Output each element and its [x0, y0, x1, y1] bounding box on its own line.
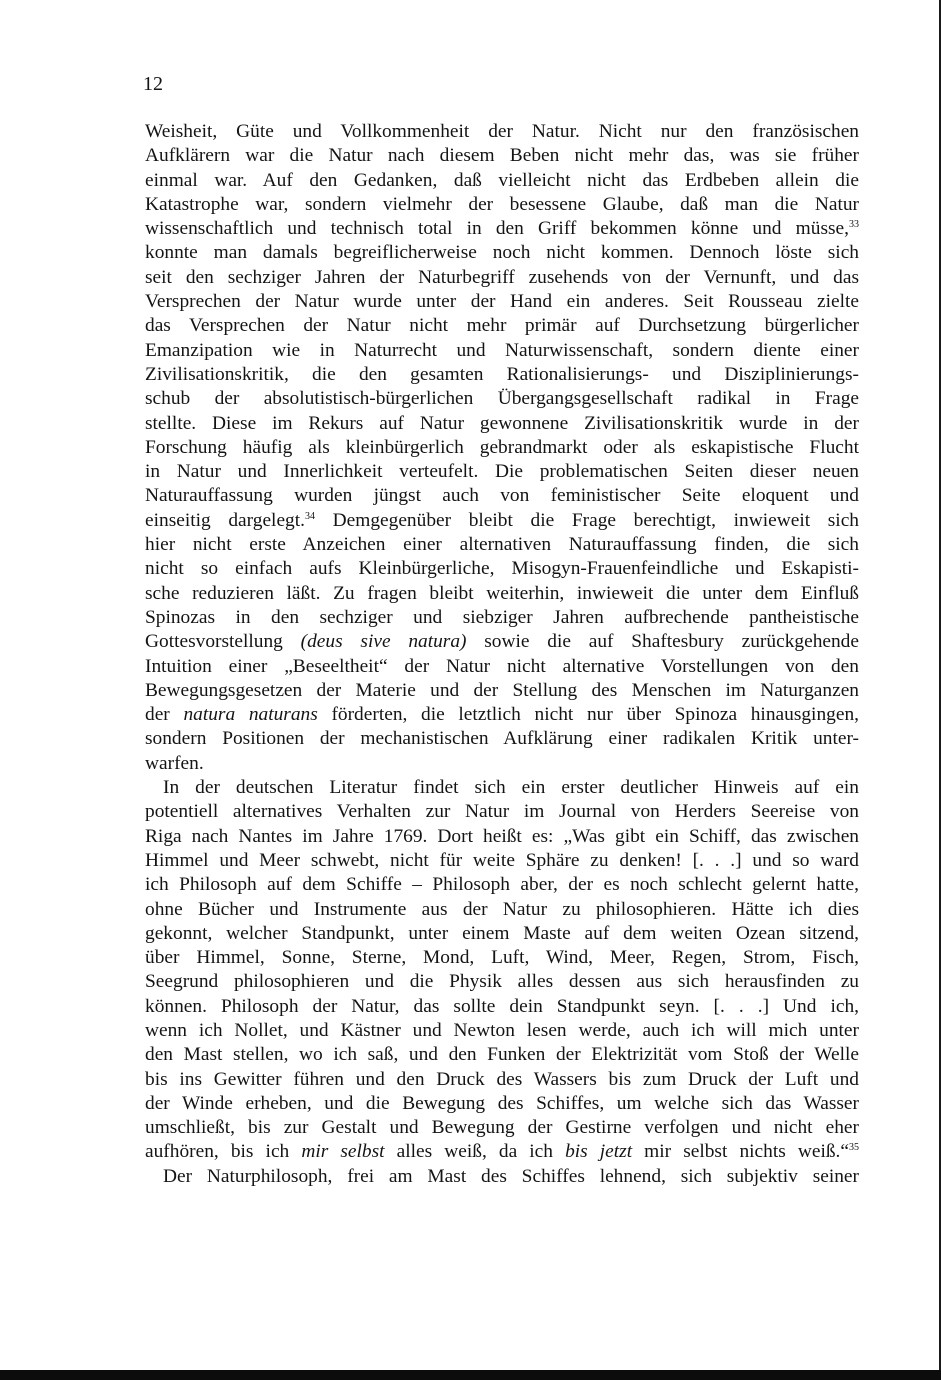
text-line: ohne Bücher und Instrumente aus der Natur zu philosophieren. Hätte ich dies — [145, 898, 859, 920]
text-line: Aufklärern war die Natur nach diesem Beben nicht mehr das, was sie früher — [145, 145, 859, 167]
text-line: sondern Positionen der mechanistischen Aufklärung einer radikalen Kritik unter- — [145, 728, 859, 750]
text-line: Himmel und Meer schwebt, nicht für weite Sphäre zu denken! [. . .] und so ward — [145, 849, 859, 871]
text-line: Der Naturphilosoph, frei am Mast des Schiffes lehnend, sich subjektiv seiner — [163, 1165, 859, 1187]
text-line: Zivilisationskritik, die den gesamten Rationalisierungs- und Disziplinierungs- — [145, 363, 859, 385]
text-line: In der deutschen Literatur findet sich ein erster deutlicher Hinweis auf ein — [163, 777, 859, 799]
text-line: Forschung häufig als kleinbürgerlich gebrandmarkt oder als eskapistische Flucht — [145, 436, 859, 458]
text-line: potentiell alternatives Verhalten zur Natur im Journal von Herders Seereise von — [145, 801, 859, 823]
text-line: der Winde erheben, und die Bewegung des Schiffes, um welche sich das Wasser — [145, 1092, 859, 1114]
text-line: Versprechen der Natur wurde unter der Hand ein anderes. Seit Rousseau zielte — [145, 291, 859, 313]
text-line: das Versprechen der Natur nicht mehr primär auf Durchsetzung bürgerlicher — [145, 315, 859, 337]
scan-edge-bottom — [0, 1370, 941, 1380]
text-line: konnte man damals begreiflicherweise noch nicht kommen. Dennoch löste sich — [145, 242, 859, 264]
footnote-ref-35: 35 — [849, 1142, 860, 1154]
text-line: einmal war. Auf den Gedanken, daß vielleicht nicht das Erdbeben allein die — [145, 169, 859, 191]
text-line: den Mast stellen, wo ich saß, und den Funken der Elektrizität vom Stoß der Welle — [145, 1044, 859, 1066]
footnote-ref-34: 34 — [304, 510, 315, 522]
text-fragment: förderten, die letztlich nicht nur über Spinoza hinausgingen, — [317, 704, 859, 726]
text-fragment: Demgegenüber bleibt die Frage berechtigt, inwieweit sich — [314, 509, 859, 531]
text-fragment: wissenschaftlich und technisch total in den Griff bekommen könne und müsse, — [145, 218, 849, 240]
italic-phrase: bis jetzt — [565, 1141, 633, 1163]
text-line: hier nicht erste Anzeichen einer alternativen Naturauffassung finden, die sich — [145, 534, 859, 556]
text-line — [145, 217, 859, 241]
text-line: Bewegungsgesetzen der Materie und der Stellung des Menschen im Naturganzen — [145, 679, 859, 701]
text-fragment: alles weiß, da ich — [384, 1141, 566, 1163]
footnote-ref-33: 33 — [849, 219, 859, 231]
italic-phrase: natura naturans — [183, 704, 318, 726]
text-line: bis ins Gewitter führen und den Druck des Wassers bis zum Druck der Luft und — [145, 1068, 859, 1090]
text-line: sche reduzieren läßt. Zu fragen bleibt weiterhin, inwieweit die unter dem Einfluß — [145, 582, 859, 604]
text-fragment: sowie die auf Shaftesbury zurückgehende — [466, 631, 859, 653]
text-line: schub der absolutistisch-bürgerlichen Übergangsgesellschaft radikal in Frage — [145, 388, 859, 410]
text-line: über Himmel, Sonne, Sterne, Mond, Luft, Wind, Meer, Regen, Strom, Fisch, — [145, 947, 859, 969]
text-line: Riga nach Nantes im Jahre 1769. Dort heißt es: „Was gibt ein Schiff, das zwischen — [145, 825, 859, 847]
text-line: Seegrund philosophieren und die Physik alles dessen aus sich herausfinden zu — [145, 971, 859, 993]
text-line: Katastrophe war, sondern vielmehr der besessene Glaube, daß man die Natur — [145, 193, 859, 215]
text-line: ich Philosoph auf dem Schiffe – Philosoph aber, der es noch schlecht gelernt hatte, — [145, 874, 859, 896]
text-line: umschließt, bis zur Gestalt und Bewegung der Gestirne verfolgen und nicht eher — [145, 1117, 859, 1139]
text-fragment: mir selbst nichts weiß.“ — [632, 1141, 850, 1163]
text-line — [145, 703, 859, 727]
italic-phrase: mir selbst — [301, 1141, 385, 1163]
text-fragment: aufhören, bis ich — [145, 1141, 302, 1163]
text-line: wenn ich Nollet, und Kästner und Newton lesen werde, auch ich will mich unter — [145, 1019, 859, 1041]
text-line: Naturauffassung wurden jüngst auch von feministischer Seite eloquent und — [145, 485, 859, 507]
text-line: Emanzipation wie in Naturrecht und Naturwissenschaft, sondern diente einer — [145, 339, 859, 361]
text-line: können. Philosoph der Natur, das sollte dein Standpunkt seyn. [. . .] Und ich, — [145, 995, 859, 1017]
text-fragment: einseitig dargelegt. — [145, 509, 305, 531]
text-line: seit den sechziger Jahren der Naturbegriff zusehends von der Vernunft, und das — [145, 266, 859, 288]
text-line: in Natur und Innerlichkeit verteufelt. Die problematischen Seiten dieser neuen — [145, 461, 859, 483]
text-line — [145, 630, 859, 654]
italic-phrase: (deus sive natura) — [300, 631, 467, 653]
text-line: gekonnt, welcher Standpunkt, unter einem Maste auf dem weiten Ozean sitzend, — [145, 922, 859, 944]
text-fragment: Gottesvorstellung — [145, 631, 301, 653]
body-text — [145, 120, 859, 1189]
text-line — [145, 509, 859, 533]
text-line: Weisheit, Güte und Vollkommenheit der Natur. Nicht nur den französischen — [145, 121, 859, 142]
text-fragment: der — [145, 704, 184, 726]
text-line: Spinozas in den sechziger und siebziger Jahren aufbrechende pantheistische — [145, 606, 859, 628]
text-line: nicht so einfach aufs Kleinbürgerliche, Misogyn-Frauenfeindliche und Eskapisti- — [145, 558, 859, 580]
page-number: 12 — [143, 73, 163, 95]
text-line — [145, 1140, 859, 1164]
text-line: warfen. — [145, 752, 204, 774]
text-line: Intuition einer „Beseeltheit“ der Natur nicht alternative Vorstellungen von den — [145, 655, 859, 677]
text-line: stellte. Diese im Rekurs auf Natur gewonnene Zivilisationskritik wurde in der — [145, 412, 859, 434]
